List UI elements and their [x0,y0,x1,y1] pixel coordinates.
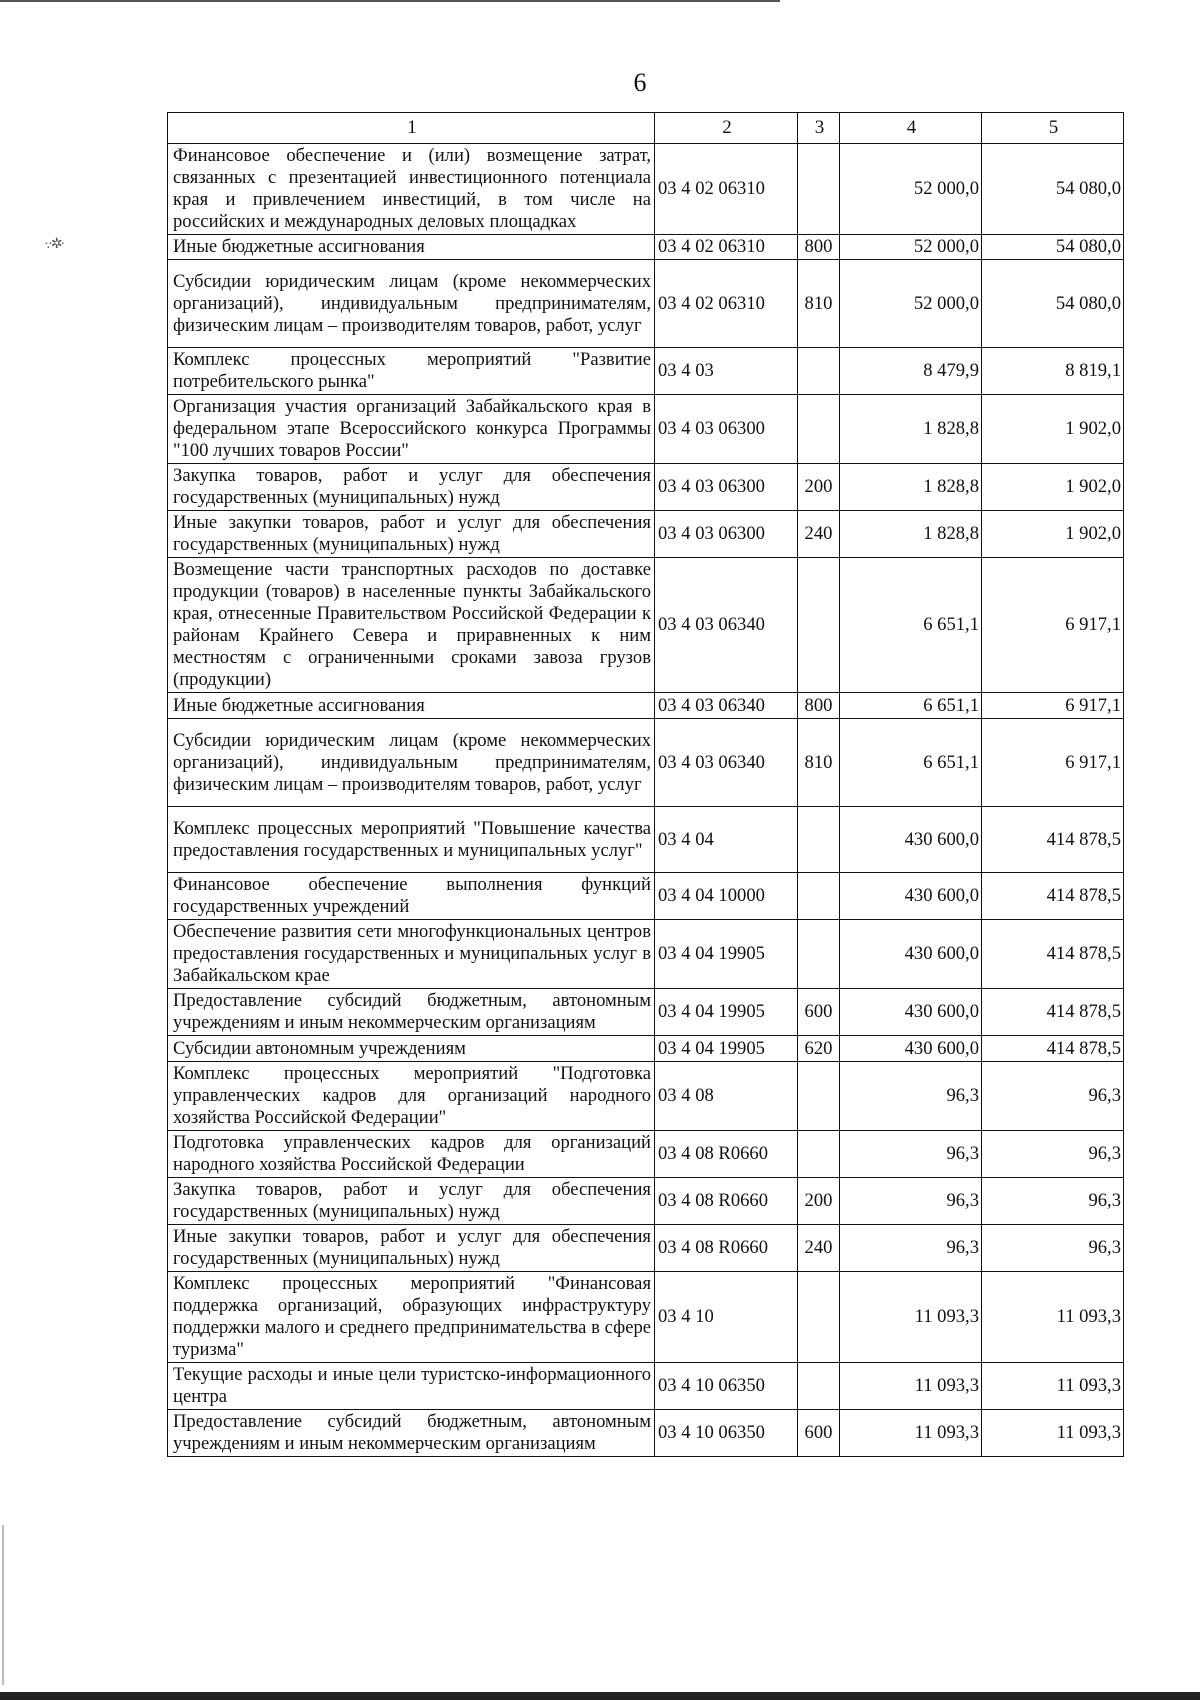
row-amount-year1: 52 000,0 [840,235,982,260]
row-amount-year2: 6 917,1 [982,558,1124,693]
row-expense-type: 200 [798,1178,840,1225]
row-amount-year2: 96,3 [982,1178,1124,1225]
header-row [168,113,1124,144]
table-row [168,1062,1124,1131]
row-description: Подготовка управленческих кадров для организаций народного хозяйства Российской Федерации [168,1131,655,1178]
row-amount-year1: 6 651,1 [840,558,982,693]
row-expense-type [798,1131,840,1178]
row-amount-year2: 96,3 [982,1225,1124,1272]
row-description: Комплекс процессных мероприятий "Подготовка управленческих кадров для организаций народного хозяйства Российской Федерации" [168,1062,655,1131]
budget-allocation-table [167,112,1124,1457]
row-expense-type [798,920,840,989]
table-row [168,693,1124,719]
row-target-code: 03 4 04 19905 [655,989,798,1036]
row-target-code: 03 4 03 06340 [655,558,798,693]
row-description: Субсидии юридическим лицам (кроме некоммерческих организаций), индивидуальным предпринимателям, физическим лицам – производителям товаров, работ, услуг [168,719,655,807]
row-amount-year2: 6 917,1 [982,719,1124,807]
table-row [168,920,1124,989]
row-amount-year1: 430 600,0 [840,807,982,873]
row-expense-type [798,1062,840,1131]
row-amount-year1: 1 828,8 [840,464,982,511]
row-amount-year1: 96,3 [840,1178,982,1225]
row-amount-year2: 11 093,3 [982,1363,1124,1410]
row-target-code: 03 4 03 06340 [655,719,798,807]
row-target-code: 03 4 03 06300 [655,511,798,558]
row-target-code: 03 4 04 10000 [655,873,798,920]
row-target-code: 03 4 02 06310 [655,235,798,260]
table-header [168,113,1124,144]
scan-bottom-edge-bar [0,1692,1200,1700]
row-amount-year2: 414 878,5 [982,807,1124,873]
row-expense-type [798,1363,840,1410]
table-row [168,464,1124,511]
row-expense-type [798,558,840,693]
row-amount-year2: 1 902,0 [982,395,1124,464]
row-description: Текущие расходы и иные цели туристско-информационного центра [168,1363,655,1410]
row-amount-year1: 11 093,3 [840,1272,982,1363]
row-description: Предоставление субсидий бюджетным, автономным учреждениям и иным некоммерческим организациям [168,1410,655,1457]
row-amount-year1: 430 600,0 [840,1036,982,1062]
header-col-1: 1 [168,113,655,144]
row-description: Возмещение части транспортных расходов по доставке продукции (товаров) в населенные пункты Забайкальского края, отнесенные Правительством Российской Федерации к районам Крайнего Севера и приравненных к ним местностям с ограниченными сроками завоза грузов (продукции) [168,558,655,693]
table-row [168,558,1124,693]
row-target-code: 03 4 03 06340 [655,693,798,719]
table-row [168,260,1124,348]
header-col-2: 2 [655,113,798,144]
row-amount-year2: 54 080,0 [982,235,1124,260]
scan-speck-mark: ·.·✲· [44,237,64,252]
row-target-code: 03 4 10 06350 [655,1410,798,1457]
row-amount-year1: 8 479,9 [840,348,982,395]
row-expense-type: 200 [798,464,840,511]
row-amount-year1: 430 600,0 [840,873,982,920]
row-amount-year2: 1 902,0 [982,511,1124,558]
row-amount-year1: 1 828,8 [840,395,982,464]
table-row [168,989,1124,1036]
row-amount-year1: 6 651,1 [840,719,982,807]
row-target-code: 03 4 08 R0660 [655,1225,798,1272]
row-amount-year1: 96,3 [840,1062,982,1131]
row-target-code: 03 4 02 06310 [655,260,798,348]
row-target-code: 03 4 04 [655,807,798,873]
table-row [168,1363,1124,1410]
table-row [168,1272,1124,1363]
row-description: Субсидии юридическим лицам (кроме некоммерческих организаций), индивидуальным предпринимателям, физическим лицам – производителям товаров, работ, услуг [168,260,655,348]
row-expense-type: 600 [798,989,840,1036]
row-amount-year1: 96,3 [840,1225,982,1272]
row-description: Организация участия организаций Забайкальского края в федеральном этапе Всероссийского конкурса Программы "100 лучших товаров России" [168,395,655,464]
row-amount-year2: 414 878,5 [982,873,1124,920]
row-amount-year1: 96,3 [840,1131,982,1178]
row-expense-type: 620 [798,1036,840,1062]
table-row [168,235,1124,260]
row-expense-type [798,873,840,920]
row-target-code: 03 4 04 19905 [655,920,798,989]
row-description: Комплекс процессных мероприятий "Повышение качества предоставления государственных и муниципальных услуг" [168,807,655,873]
row-description: Иные бюджетные ассигнования [168,693,655,719]
row-amount-year2: 414 878,5 [982,920,1124,989]
row-target-code: 03 4 08 R0660 [655,1131,798,1178]
row-expense-type [798,348,840,395]
row-amount-year1: 11 093,3 [840,1363,982,1410]
row-target-code: 03 4 04 19905 [655,1036,798,1062]
table-row [168,1131,1124,1178]
row-description: Закупка товаров, работ и услуг для обеспечения государственных (муниципальных) нужд [168,1178,655,1225]
page-number: 6 [633,68,647,97]
row-expense-type [798,807,840,873]
row-amount-year1: 52 000,0 [840,144,982,235]
row-expense-type: 800 [798,693,840,719]
row-description: Закупка товаров, работ и услуг для обеспечения государственных (муниципальных) нужд [168,464,655,511]
row-target-code: 03 4 10 [655,1272,798,1363]
row-description: Иные закупки товаров, работ и услуг для обеспечения государственных (муниципальных) нужд [168,1225,655,1272]
row-amount-year1: 1 828,8 [840,511,982,558]
row-amount-year2: 11 093,3 [982,1272,1124,1363]
row-expense-type: 240 [798,511,840,558]
row-target-code: 03 4 03 06300 [655,464,798,511]
row-target-code: 03 4 03 [655,348,798,395]
row-expense-type [798,144,840,235]
header-col-3: 3 [798,113,840,144]
row-expense-type: 240 [798,1225,840,1272]
row-description: Финансовое обеспечение и (или) возмещение затрат, связанных с презентацией инвестиционного потенциала края и привлечением инвестиций, в том числе на российских и международных деловых площадках [168,144,655,235]
row-expense-type: 810 [798,260,840,348]
scan-left-edge-line [2,1525,4,1685]
table-row [168,807,1124,873]
row-expense-type: 600 [798,1410,840,1457]
table-row [168,873,1124,920]
table-body [168,144,1124,1457]
row-description: Обеспечение развития сети многофункциональных центров предоставления государственных и муниципальных услуг в Забайкальском крае [168,920,655,989]
row-expense-type [798,395,840,464]
table-row [168,1410,1124,1457]
row-amount-year2: 96,3 [982,1062,1124,1131]
table-row [168,511,1124,558]
row-amount-year2: 11 093,3 [982,1410,1124,1457]
row-expense-type: 800 [798,235,840,260]
table-row [168,1225,1124,1272]
row-description: Субсидии автономным учреждениям [168,1036,655,1062]
row-target-code: 03 4 08 [655,1062,798,1131]
row-amount-year2: 54 080,0 [982,260,1124,348]
row-amount-year1: 430 600,0 [840,920,982,989]
row-amount-year1: 11 093,3 [840,1410,982,1457]
row-description: Предоставление субсидий бюджетным, автономным учреждениям и иным некоммерческим организациям [168,989,655,1036]
row-amount-year1: 52 000,0 [840,260,982,348]
table-row [168,348,1124,395]
row-target-code: 03 4 03 06300 [655,395,798,464]
row-amount-year1: 6 651,1 [840,693,982,719]
row-amount-year2: 96,3 [982,1131,1124,1178]
row-description: Иные бюджетные ассигнования [168,235,655,260]
table-row [168,1178,1124,1225]
row-description: Комплекс процессных мероприятий "Финансовая поддержка организаций, образующих инфраструктуру поддержки малого и среднего предпринимательства в сфере туризма" [168,1272,655,1363]
header-col-4: 4 [840,113,982,144]
row-expense-type: 810 [798,719,840,807]
header-col-5: 5 [982,113,1124,144]
row-amount-year1: 430 600,0 [840,989,982,1036]
table-row [168,144,1124,235]
row-description: Финансовое обеспечение выполнения функций государственных учреждений [168,873,655,920]
row-amount-year2: 6 917,1 [982,693,1124,719]
table-row [168,1036,1124,1062]
row-amount-year2: 1 902,0 [982,464,1124,511]
row-amount-year2: 54 080,0 [982,144,1124,235]
scan-top-edge-line [0,0,780,2]
row-amount-year2: 414 878,5 [982,1036,1124,1062]
table-row [168,395,1124,464]
row-target-code: 03 4 08 R0660 [655,1178,798,1225]
table-row [168,719,1124,807]
row-amount-year2: 414 878,5 [982,989,1124,1036]
row-target-code: 03 4 10 06350 [655,1363,798,1410]
row-expense-type [798,1272,840,1363]
row-description: Иные закупки товаров, работ и услуг для обеспечения государственных (муниципальных) нужд [168,511,655,558]
row-description: Комплекс процессных мероприятий "Развитие потребительского рынка" [168,348,655,395]
row-target-code: 03 4 02 06310 [655,144,798,235]
row-amount-year2: 8 819,1 [982,348,1124,395]
